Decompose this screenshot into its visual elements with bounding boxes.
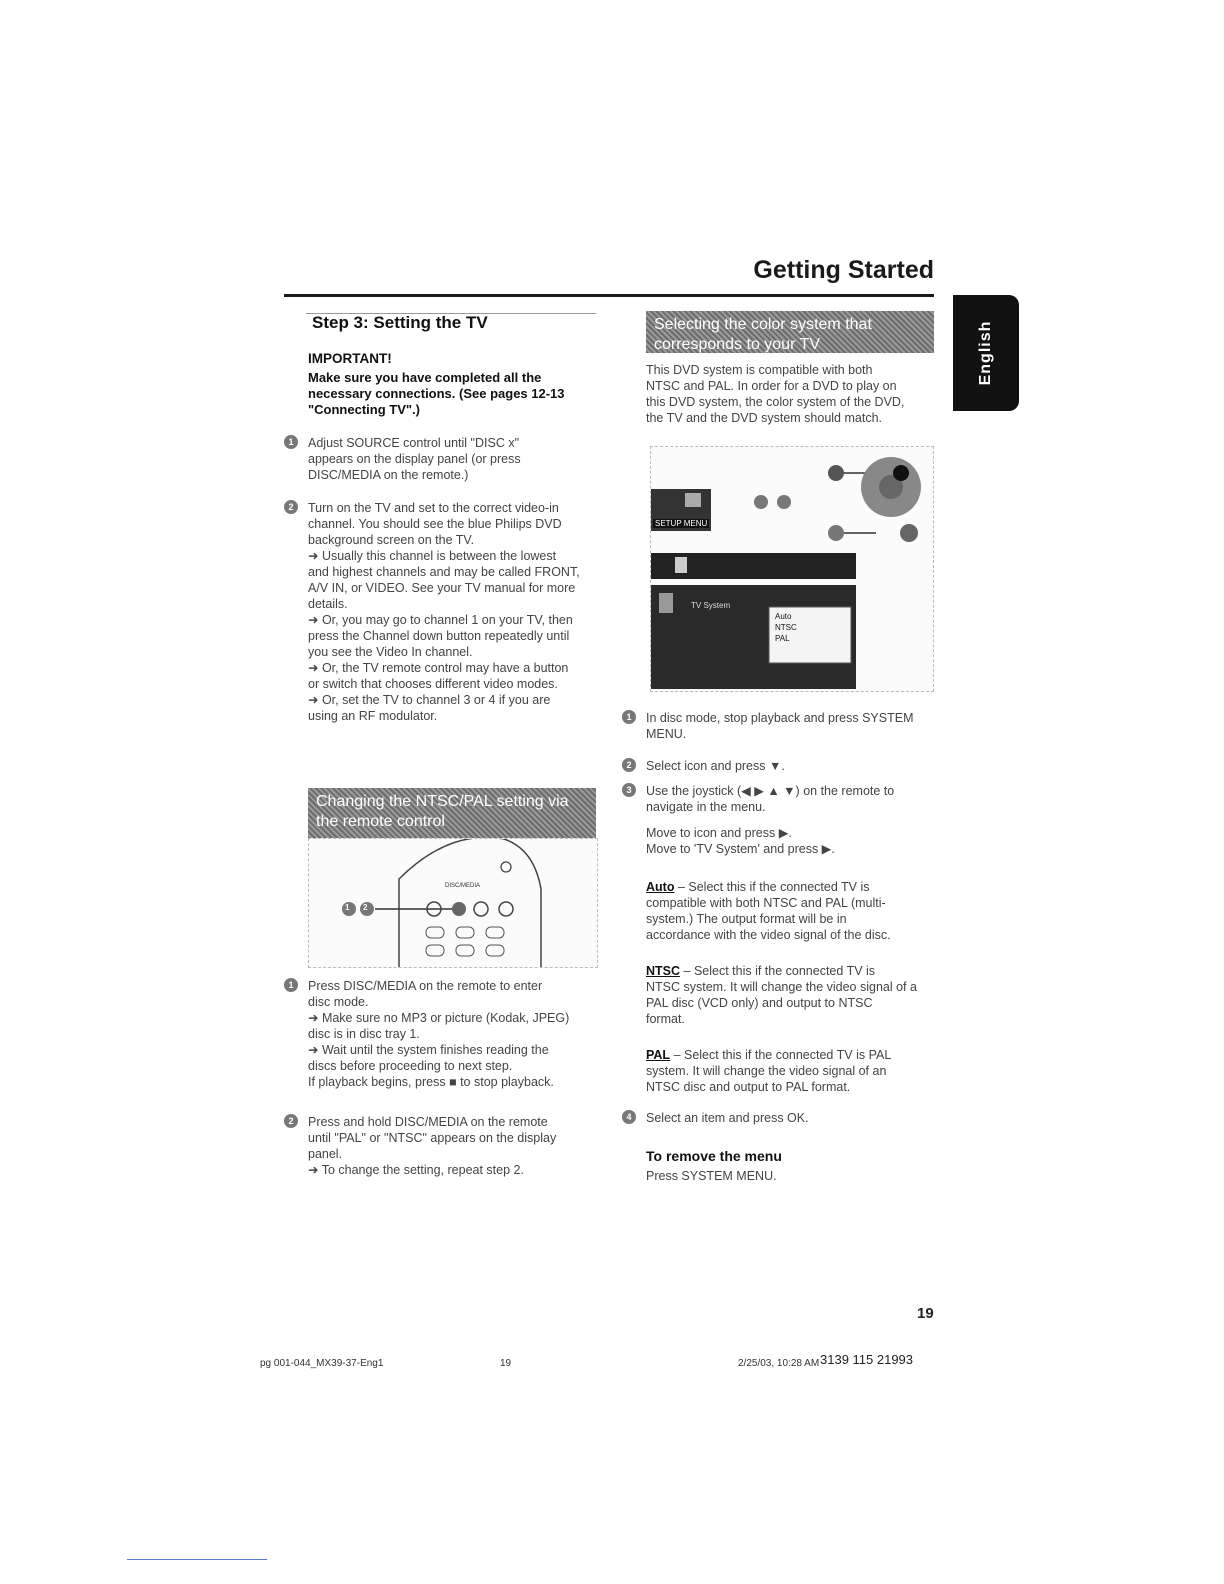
remote-figure <box>308 838 598 968</box>
text-line: format. <box>646 1012 685 1026</box>
text-line: accordance with the video signal of the disc. <box>646 928 891 942</box>
footer-timestamp: 2/25/03, 10:28 AM <box>738 1358 820 1369</box>
remove-menu-body: Press SYSTEM MENU. <box>646 1169 777 1183</box>
text-line: ➜ Wait until the system finishes reading the <box>308 1043 549 1057</box>
step-b1-text <box>308 978 608 1090</box>
text-line: press the Channel down button repeatedly until <box>308 629 570 643</box>
text-line: – Select this if the connected TV is <box>677 880 870 894</box>
text-line: Move to icon and press ▶. <box>646 826 792 840</box>
text-line: details. <box>308 597 348 611</box>
option-pal <box>646 1047 946 1095</box>
text-line: ➜ Usually this channel is between the lowest <box>308 549 557 563</box>
text-line: until "PAL" or "NTSC" appears on the display <box>308 1131 557 1145</box>
important-title: IMPORTANT! <box>308 351 392 366</box>
text-line: system. It will change the video signal of an <box>646 1064 887 1078</box>
page-number: 19 <box>917 1305 934 1322</box>
step-bullet-r1: 1 <box>622 710 636 724</box>
text-line: Move to 'TV System' and press ▶. <box>646 842 835 856</box>
remote-callout-2: 2 <box>363 903 368 912</box>
remote-disc-media-label: DISC/MEDIA <box>445 883 481 889</box>
menu-options-box <box>775 611 797 644</box>
text-line: disc is in disc tray 1. <box>308 1027 420 1041</box>
text-line: A/V IN, or VIDEO. See your TV manual for more <box>308 581 576 595</box>
step-r1-text <box>646 710 946 742</box>
ntsc-pal-banner: Changing the NTSC/PAL setting via the remote control <box>308 788 596 844</box>
text-line: appears on the display panel (or press <box>308 452 521 466</box>
text-line: ➜ Or, set the TV to channel 3 or 4 if you are <box>308 693 551 707</box>
text-line: Press and hold DISC/MEDIA on the remote <box>308 1115 548 1129</box>
text-line: – Select this if the connected TV is <box>683 964 876 978</box>
step-r2-text <box>646 758 946 774</box>
setup-menu-label: SETUP MENU <box>655 519 708 528</box>
text-line: DISC/MEDIA on the remote.) <box>308 468 469 482</box>
text-line: NTSC disc and output to PAL format. <box>646 1080 851 1094</box>
text-line: discs before proceeding to next step. <box>308 1059 513 1073</box>
text-line: ➜ Or, you may go to channel 1 on your TV, then <box>308 613 573 627</box>
text-line: channel. You should see the blue Philips DVD <box>308 517 562 531</box>
option-auto-name: Auto <box>646 880 675 894</box>
text-line: this DVD system, the color system of the DVD, <box>646 395 905 409</box>
text-line: PAL disc (VCD only) and output to NTSC <box>646 996 873 1010</box>
text-line: background screen on the TV. <box>308 533 475 547</box>
important-body: Make sure you have completed all the necessary connections. (See pages 12-13 "Connecting TV".) <box>308 370 565 417</box>
text-line: Select icon and press ▼. <box>646 759 785 773</box>
color-system-intro <box>646 362 936 426</box>
remote-illustration <box>309 839 597 967</box>
text-line: NTSC and PAL. In order for a DVD to play on <box>646 379 897 393</box>
step-bullet-1: 1 <box>284 435 298 449</box>
menu-illustration <box>651 447 933 691</box>
menu-option-ntsc: NTSC <box>775 623 797 632</box>
text-line: This DVD system is compatible with both <box>646 363 873 377</box>
step-bullet-r2: 2 <box>622 758 636 772</box>
menu-option-pal: PAL <box>775 634 790 643</box>
text-line: and highest channels and may be called FRONT, <box>308 565 580 579</box>
step-r3-text <box>646 783 946 857</box>
language-tab <box>953 295 1019 411</box>
step-bullet-b2: 2 <box>284 1114 298 1128</box>
step-a2-text <box>308 500 608 724</box>
text-line: MENU. <box>646 727 687 741</box>
remove-menu-title: To remove the menu <box>646 1148 782 1164</box>
step-a1-text <box>308 435 608 483</box>
text-line: you see the Video In channel. <box>308 645 473 659</box>
text-line: Press DISC/MEDIA on the remote to enter <box>308 979 543 993</box>
step-b2-text <box>308 1114 608 1178</box>
step-title: Step 3: Setting the TV <box>312 313 488 332</box>
header-rule <box>284 294 934 297</box>
text-line: using an RF modulator. <box>308 709 438 723</box>
text-line: panel. <box>308 1147 343 1161</box>
step-bullet-r3: 3 <box>622 783 636 797</box>
option-auto <box>646 879 946 943</box>
text-line: Use the joystick (◀ ▶ ▲ ▼) on the remote to <box>646 784 895 798</box>
footer-code: 3139 115 21993 <box>820 1352 914 1367</box>
menu-option-auto: Auto <box>775 612 792 621</box>
text-line: Turn on the TV and set to the correct video-in <box>308 501 559 515</box>
step-bullet-r4: 4 <box>622 1110 636 1124</box>
text-line: If playback begins, press ■ to stop playback. <box>308 1075 554 1089</box>
menu-figure <box>650 446 934 692</box>
text-line: navigate in the menu. <box>646 800 766 814</box>
footer-page: 19 <box>500 1358 512 1369</box>
remote-callout-1: 1 <box>345 903 350 912</box>
text-line: In disc mode, stop playback and press SYSTEM <box>646 711 914 725</box>
text-line: system.) The output format will be in <box>646 912 847 926</box>
text-line: ➜ To change the setting, repeat step 2. <box>308 1163 524 1177</box>
tv-system-menu-label: TV System <box>691 601 731 610</box>
language-tab-label: English <box>977 320 994 386</box>
step-bullet-b1: 1 <box>284 978 298 992</box>
step-r4-text: Select an item and press OK. <box>646 1111 809 1125</box>
text-line: – Select this if the connected TV is PAL <box>673 1048 892 1062</box>
text-line: NTSC system. It will change the video signal of a <box>646 980 917 994</box>
step-bullet-2: 2 <box>284 500 298 514</box>
option-ntsc-name: NTSC <box>646 964 681 978</box>
bottom-blue-line <box>127 1559 267 1560</box>
text-line: or switch that chooses different video modes. <box>308 677 558 691</box>
text-line: ➜ Make sure no MP3 or picture (Kodak, JPEG) <box>308 1011 570 1025</box>
text-line: ➜ Or, the TV remote control may have a button <box>308 661 569 675</box>
color-system-banner: Selecting the color system that corresponds to your TV <box>646 311 934 353</box>
text-line: disc mode. <box>308 995 369 1009</box>
page-header-title: Getting Started <box>753 256 934 284</box>
option-pal-name: PAL <box>646 1048 671 1062</box>
option-ntsc <box>646 963 946 1027</box>
text-line: the TV and the DVD system should match. <box>646 411 882 425</box>
text-line: compatible with both NTSC and PAL (multi- <box>646 896 886 910</box>
text-line: Adjust SOURCE control until "DISC x" <box>308 436 520 450</box>
footer-filename: pg 001-044_MX39-37-Eng1 <box>260 1358 384 1369</box>
